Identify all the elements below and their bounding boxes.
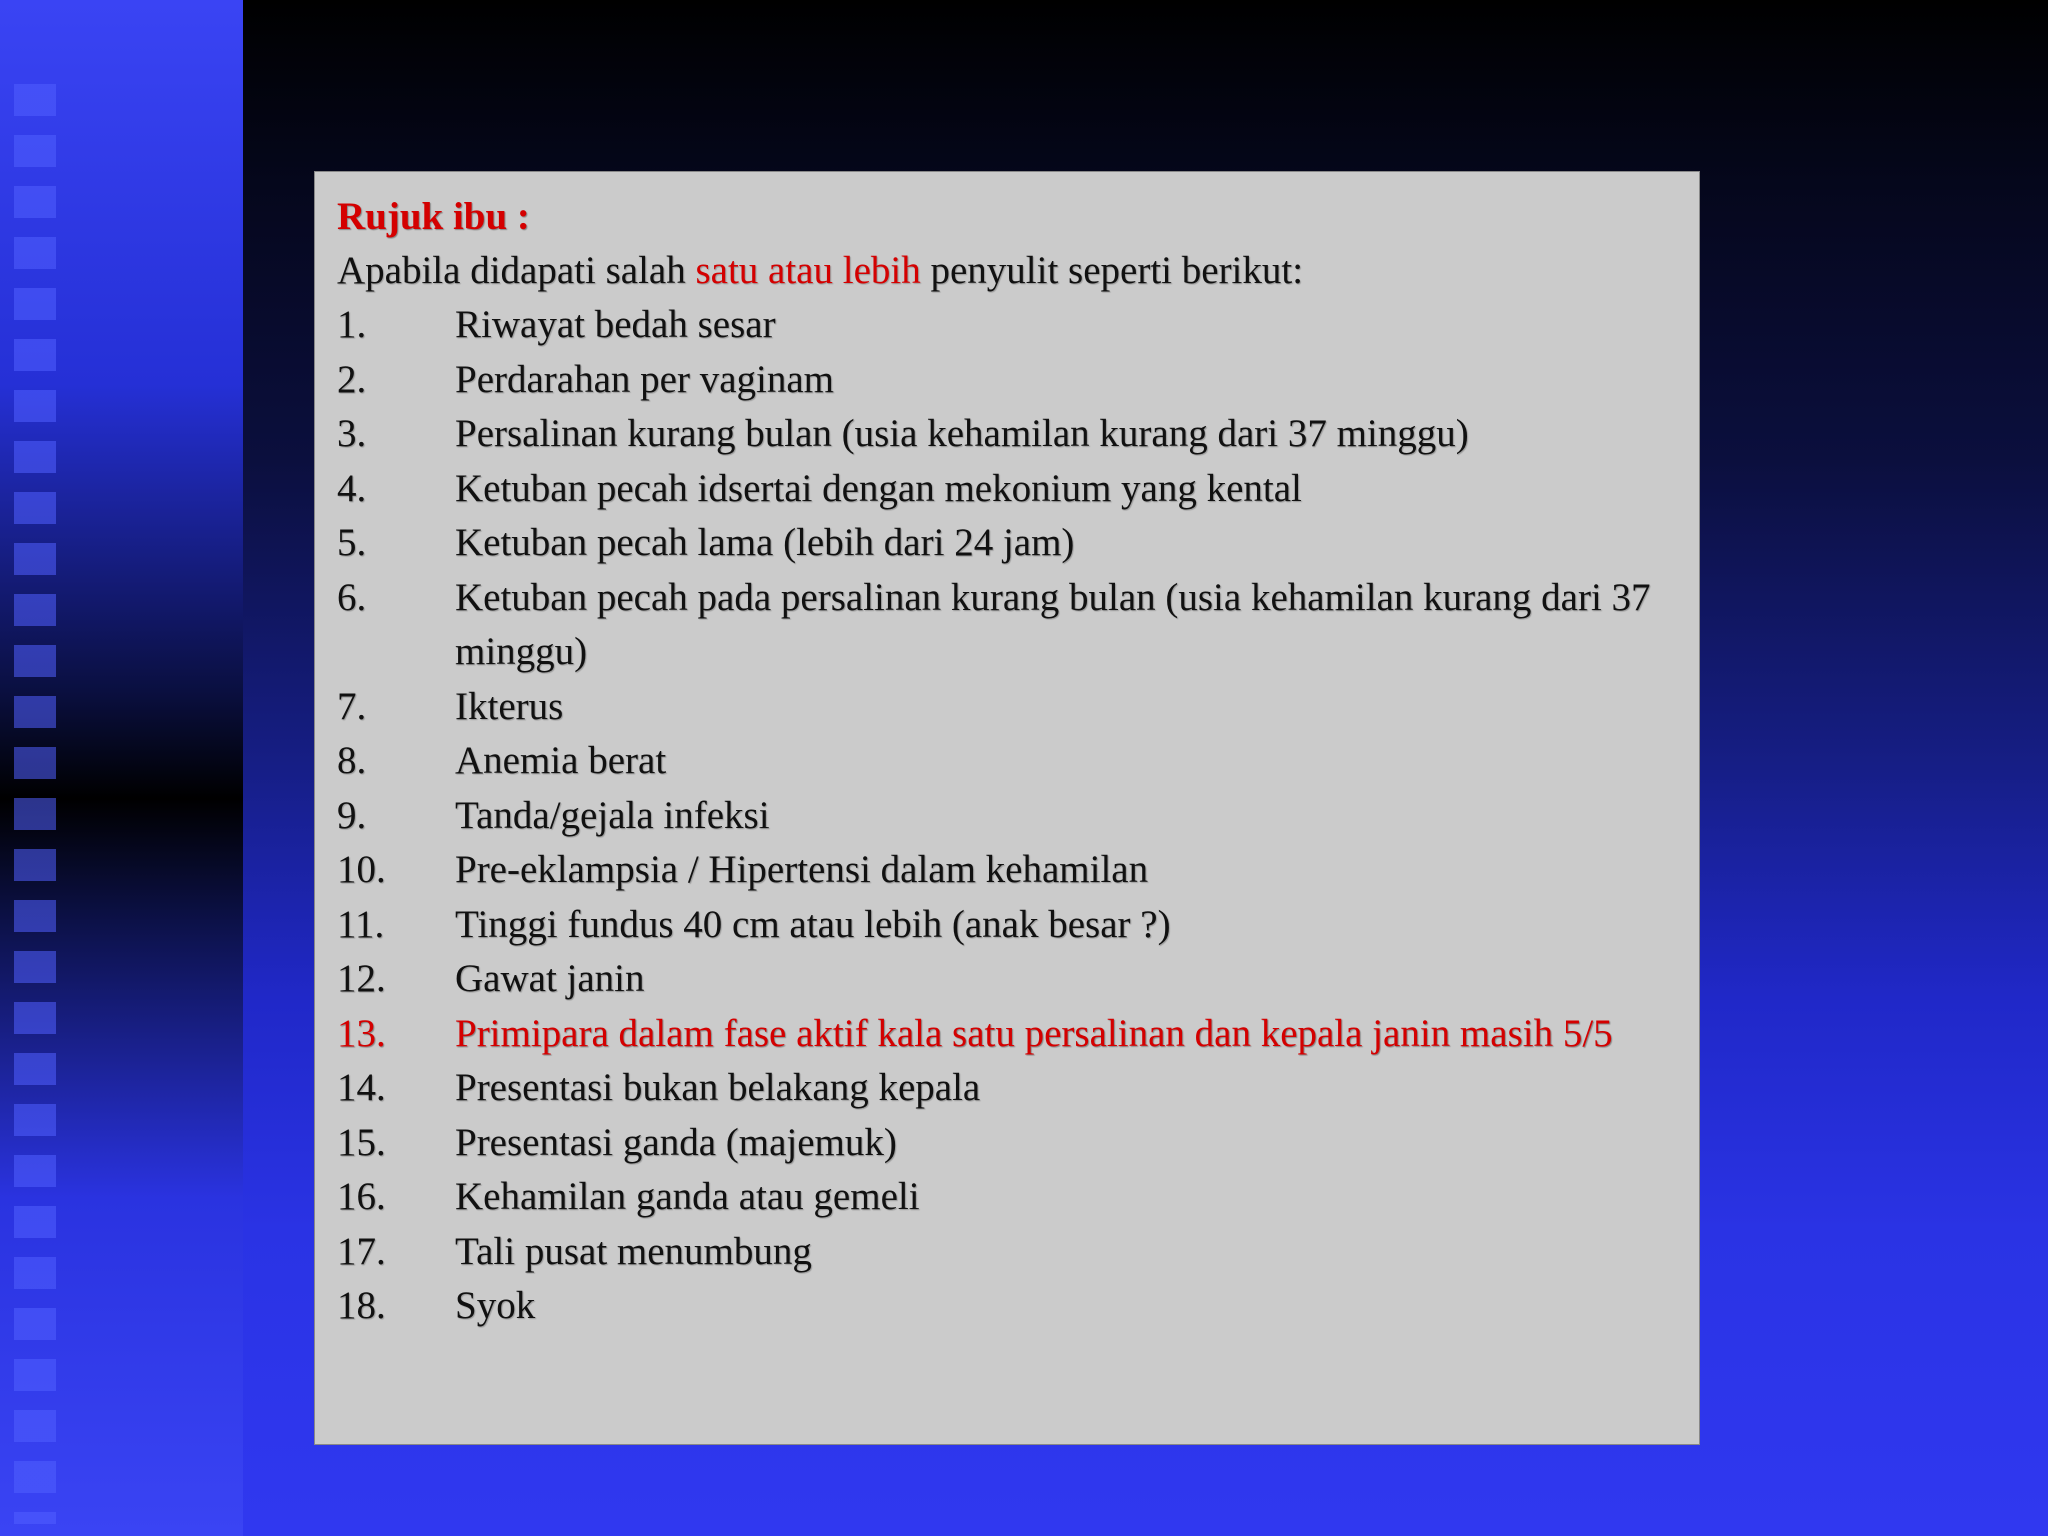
list-item xyxy=(337,1225,1677,1280)
item-text: Pre-eklampsia / Hipertensi dalam kehamilan xyxy=(455,848,1149,891)
item-number: 4. xyxy=(337,466,367,510)
list-item xyxy=(337,407,1677,462)
list-item xyxy=(337,952,1677,1007)
left-decorative-band xyxy=(0,0,243,1536)
item-text: Gawat janin xyxy=(455,957,645,1000)
item-text: Presentasi bukan belakang kepala xyxy=(455,1066,981,1109)
list-item xyxy=(337,1116,1677,1171)
decorative-squares-column xyxy=(14,84,56,1524)
item-text: Tinggi fundus 40 cm atau lebih (anak besar ?) xyxy=(455,902,1171,946)
list-item xyxy=(337,1279,1677,1334)
item-text: Ketuban pecah idsertai dengan mekonium yang kental xyxy=(455,466,1302,510)
item-text: Perdarahan per vaginam xyxy=(455,357,834,401)
item-number: 9. xyxy=(337,793,367,837)
item-text: Presentasi ganda (majemuk) xyxy=(455,1120,897,1164)
list-item xyxy=(337,1170,1677,1225)
item-text: Syok xyxy=(455,1284,536,1327)
list-item xyxy=(337,680,1677,735)
list-item xyxy=(337,298,1677,353)
item-number: 10. xyxy=(337,848,386,891)
item-text: Anemia berat xyxy=(455,739,667,782)
list-item xyxy=(337,571,1677,680)
item-number: 16. xyxy=(337,1175,386,1218)
item-text: Ketuban pecah pada persalinan kurang bulan (usia kehamilan kurang dari 37 minggu) xyxy=(455,575,1651,673)
item-number: 14. xyxy=(337,1066,386,1109)
item-text: Ketuban pecah lama (lebih dari 24 jam) xyxy=(455,521,1075,564)
intro-line xyxy=(337,244,1677,298)
item-text: Riwayat bedah sesar xyxy=(455,303,776,346)
list-item xyxy=(337,353,1677,408)
item-text: Kehamilan ganda atau gemeli xyxy=(455,1175,920,1218)
item-number: 13. xyxy=(337,1011,386,1055)
item-text: Primipara dalam fase aktif kala satu persalinan dan kepala janin masih 5/5 xyxy=(455,1011,1613,1055)
item-number: 5. xyxy=(337,521,367,564)
item-number: 15. xyxy=(337,1120,386,1164)
slide-title: Rujuk ibu : xyxy=(337,195,530,238)
list-item xyxy=(337,898,1677,953)
item-number: 2. xyxy=(337,357,367,401)
intro-highlight: satu atau lebih xyxy=(695,249,921,292)
item-number: 12. xyxy=(337,957,386,1000)
list-item xyxy=(337,789,1677,844)
intro-text-before: Apabila didapati salah xyxy=(337,249,696,292)
intro-text-after: penyulit seperti berikut: xyxy=(920,249,1304,292)
item-number: 3. xyxy=(337,412,367,455)
list-item xyxy=(337,843,1677,898)
item-number: 17. xyxy=(337,1229,386,1273)
item-number: 6. xyxy=(337,575,367,619)
content-panel xyxy=(314,171,1700,1445)
item-text: Ikterus xyxy=(455,684,564,728)
item-text: Tanda/gejala infeksi xyxy=(455,793,770,837)
item-text: Persalinan kurang bulan (usia kehamilan kurang dari 37 minggu) xyxy=(455,412,1469,455)
item-number: 8. xyxy=(337,739,367,782)
list-item-highlighted xyxy=(337,1007,1677,1062)
list-item xyxy=(337,1061,1677,1116)
referral-criteria-list xyxy=(337,298,1677,1334)
item-number: 11. xyxy=(337,902,385,946)
list-item xyxy=(337,734,1677,789)
list-item xyxy=(337,462,1677,517)
item-number: 7. xyxy=(337,684,367,728)
list-item xyxy=(337,516,1677,571)
item-text: Tali pusat menumbung xyxy=(455,1229,812,1273)
item-number: 1. xyxy=(337,303,367,346)
item-number: 18. xyxy=(337,1284,386,1327)
